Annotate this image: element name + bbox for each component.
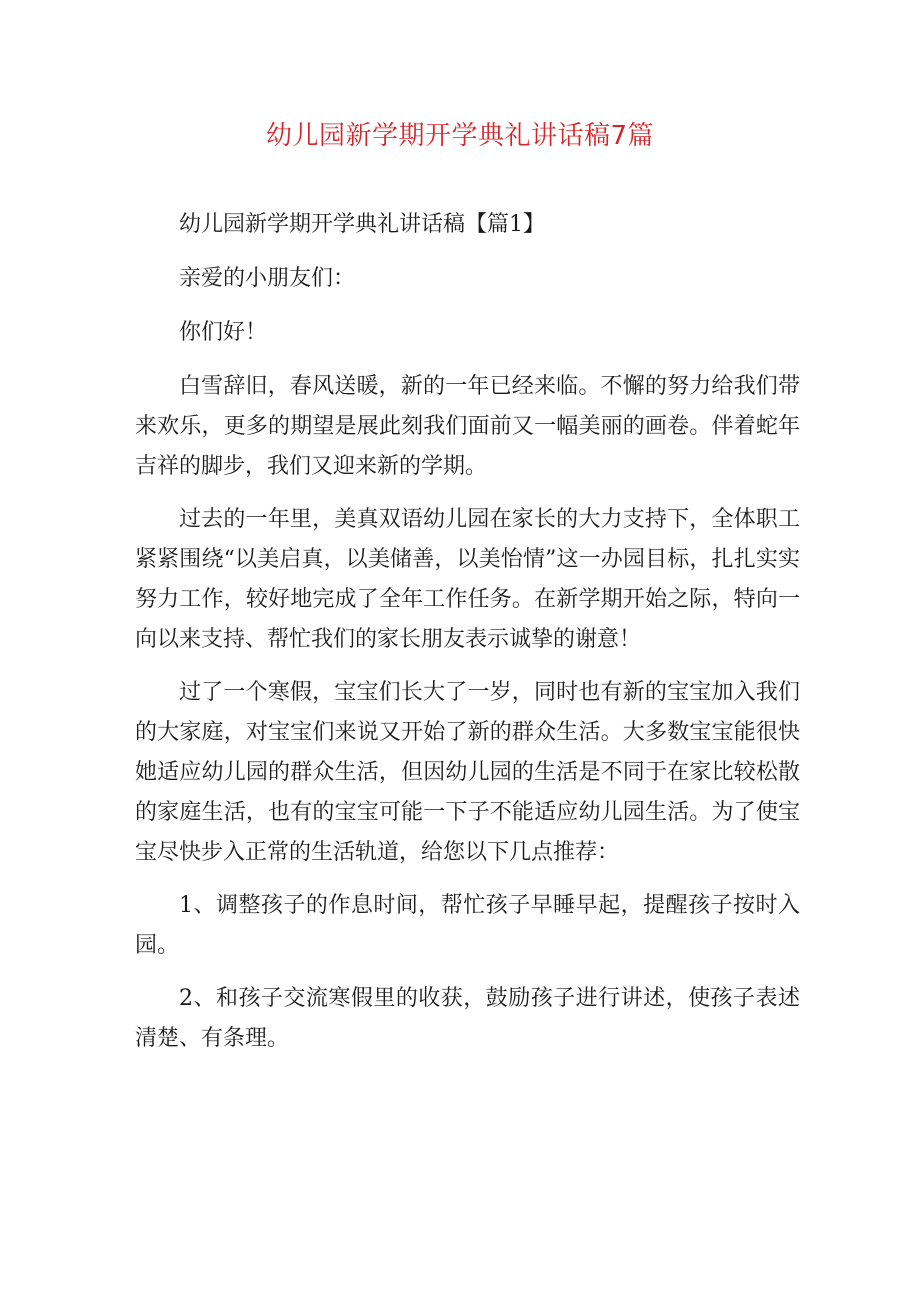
document-title: 幼儿园新学期开学典礼讲话稿7篇 <box>265 121 655 151</box>
section-heading: 幼儿园新学期开学典礼讲话稿【篇1】 <box>179 212 545 237</box>
paragraph: 白雪辞旧，春风送暖，新的一年已经来临。不懈的努力给我们带来欢乐，更多的期望是展此刻我们面前又一幅美丽的画卷。伴着蛇年吉祥的脚步，我们又迎来新的学期。 <box>135 374 800 479</box>
list-item: 1、调整孩子的作息时间，帮忙孩子早睡早起，提醒孩子按时入园。 <box>135 893 800 958</box>
paragraph: 过去的一年里，美真双语幼儿园在家长的大力支持下，全体职工紧紧围绕“以美启真，以美储善，以美怡情”这一办园目标，扎扎实实努力工作，较好地完成了全年工作任务。在新学期开始之际，特向一向以来支持、帮忙我们的家长朋友表示诚挚的谢意！ <box>135 507 800 652</box>
greeting: 你们好！ <box>179 320 268 345</box>
document-body <box>135 205 800 1072</box>
paragraph: 过了一个寒假，宝宝们长大了一岁，同时也有新的宝宝加入我们的大家庭，对宝宝们来说又开始了新的群众生活。大多数宝宝能很快她适应幼儿园的群众生活，但因幼儿园的生活是不同于在家比较松散的家庭生活，也有的宝宝可能一下子不能适应幼儿园生活。为了使宝宝尽快步入正常的生活轨道，给您以下几点推荐： <box>135 680 800 865</box>
salutation: 亲爱的小朋友们： <box>179 266 356 291</box>
list-item: 2、和孩子交流寒假里的收获，鼓励孩子进行讲述，使孩子表述清楚、有条理。 <box>135 986 800 1051</box>
